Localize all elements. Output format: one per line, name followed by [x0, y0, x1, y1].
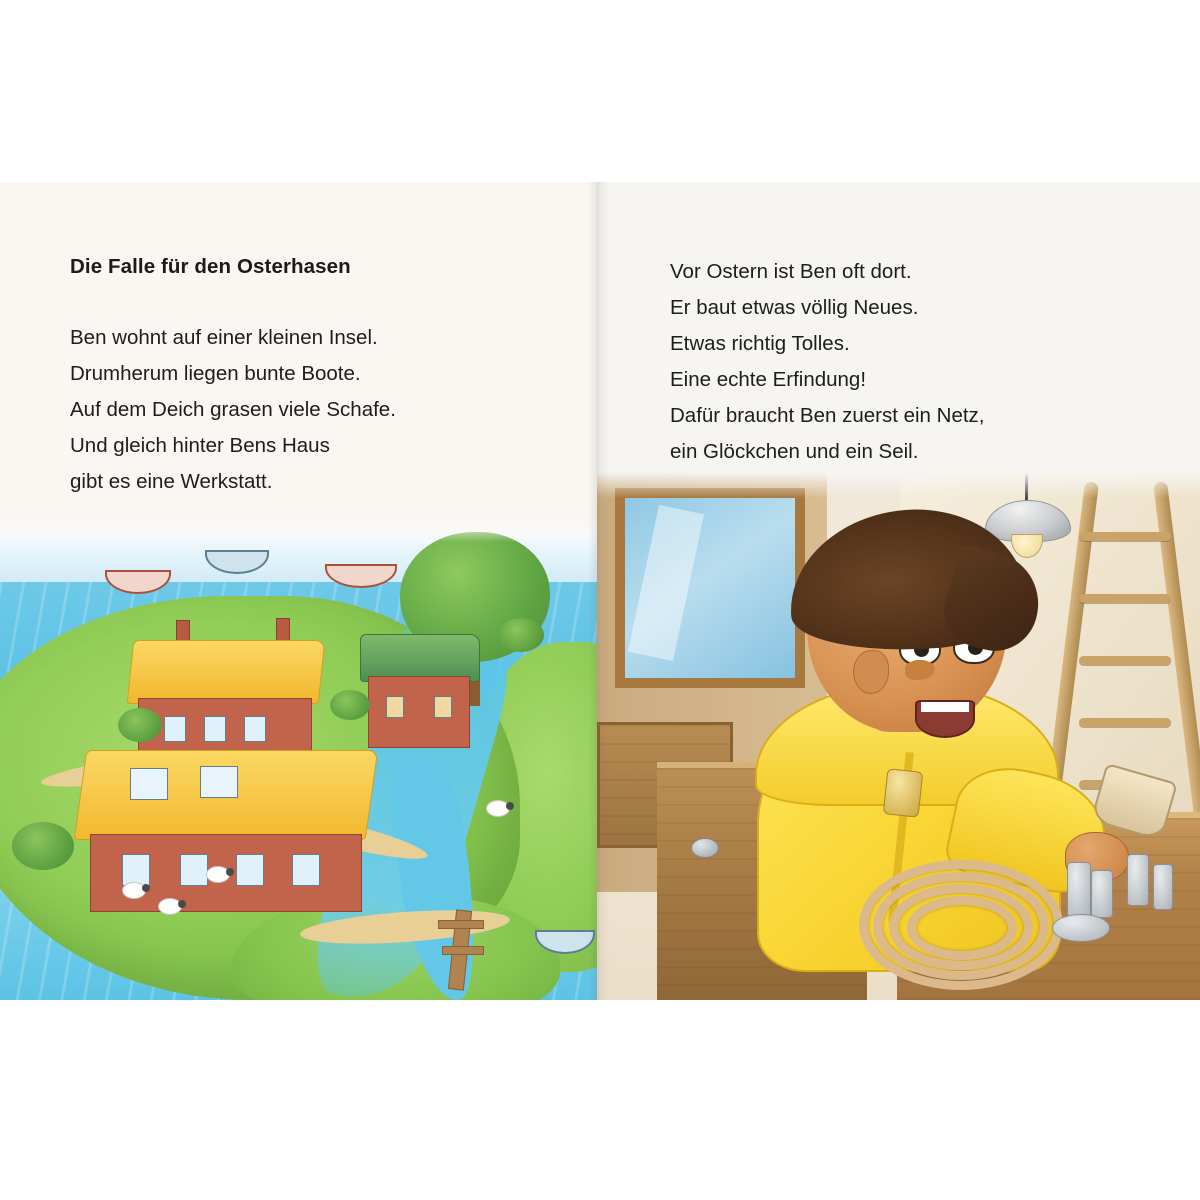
illustration-top-fade — [597, 472, 1200, 498]
jetty-plank — [438, 920, 484, 929]
illustration-top-fade — [0, 522, 597, 542]
drawer-knob[interactable] — [691, 838, 719, 858]
sheep — [122, 882, 146, 899]
sheep — [486, 800, 510, 817]
right-page — [597, 182, 1200, 1000]
bush — [330, 690, 370, 720]
story-title: Die Falle für den Osterhasen — [70, 255, 351, 278]
right-line-3: Etwas richtig Tolles. — [670, 332, 850, 355]
workshop-boy-illustration — [597, 472, 1200, 1000]
window — [434, 696, 452, 718]
window — [180, 854, 208, 886]
roof — [127, 640, 326, 704]
ladder-rung — [1079, 656, 1171, 665]
left-line-3: Auf dem Deich grasen viele Schafe. — [70, 397, 396, 421]
jetty-plank — [442, 946, 484, 955]
left-line-5: gibt es eine Werkstatt. — [70, 469, 273, 493]
left-page-text — [70, 254, 570, 500]
wall — [368, 676, 470, 748]
zipper-pull — [883, 768, 924, 818]
bush — [12, 822, 74, 870]
rope-loop — [907, 896, 1017, 960]
ladder-rung — [1079, 594, 1171, 603]
left-page — [0, 182, 597, 1000]
dormer-window — [200, 766, 238, 798]
boy-ear — [853, 650, 889, 694]
sheep — [206, 866, 230, 883]
roof — [360, 634, 480, 682]
ladder-rung — [1079, 532, 1171, 541]
boy-nose — [905, 660, 935, 680]
window — [292, 854, 320, 886]
wrench — [1052, 914, 1110, 942]
window — [386, 696, 404, 718]
right-line-4: Eine echte Erfindung! — [670, 368, 867, 391]
island-village-illustration — [0, 522, 597, 1000]
house-middle — [120, 640, 330, 760]
house-main — [60, 750, 380, 910]
window — [204, 716, 226, 742]
book-block — [0, 182, 1200, 1000]
house-green-roof — [360, 634, 480, 746]
sheep — [158, 898, 182, 915]
window — [244, 716, 266, 742]
bush — [118, 708, 162, 742]
left-line-2: Drumherum liegen bunte Boote. — [70, 361, 361, 385]
window — [236, 854, 264, 886]
right-line-2: Er baut etwas völlig Neues. — [670, 296, 919, 319]
right-line-1: Vor Ostern ist Ben oft dort. — [670, 260, 912, 283]
dormer-window — [130, 768, 168, 800]
right-page-text — [670, 254, 1170, 470]
bush — [498, 618, 544, 652]
bolt — [1091, 870, 1113, 918]
bolt — [1127, 854, 1149, 906]
left-line-1: Ben wohnt auf einer kleinen Insel. — [70, 325, 378, 349]
right-line-6: ein Glöckchen und ein Seil. — [670, 440, 919, 463]
left-line-4: Und gleich hinter Bens Haus — [70, 433, 330, 457]
rope-coil — [859, 860, 1049, 980]
right-line-5: Dafür braucht Ben zuerst ein Netz, — [670, 404, 985, 427]
bolt — [1067, 862, 1091, 918]
ladder-rung — [1079, 718, 1171, 727]
window — [164, 716, 186, 742]
boy-mouth — [915, 700, 975, 738]
bolt — [1153, 864, 1173, 910]
